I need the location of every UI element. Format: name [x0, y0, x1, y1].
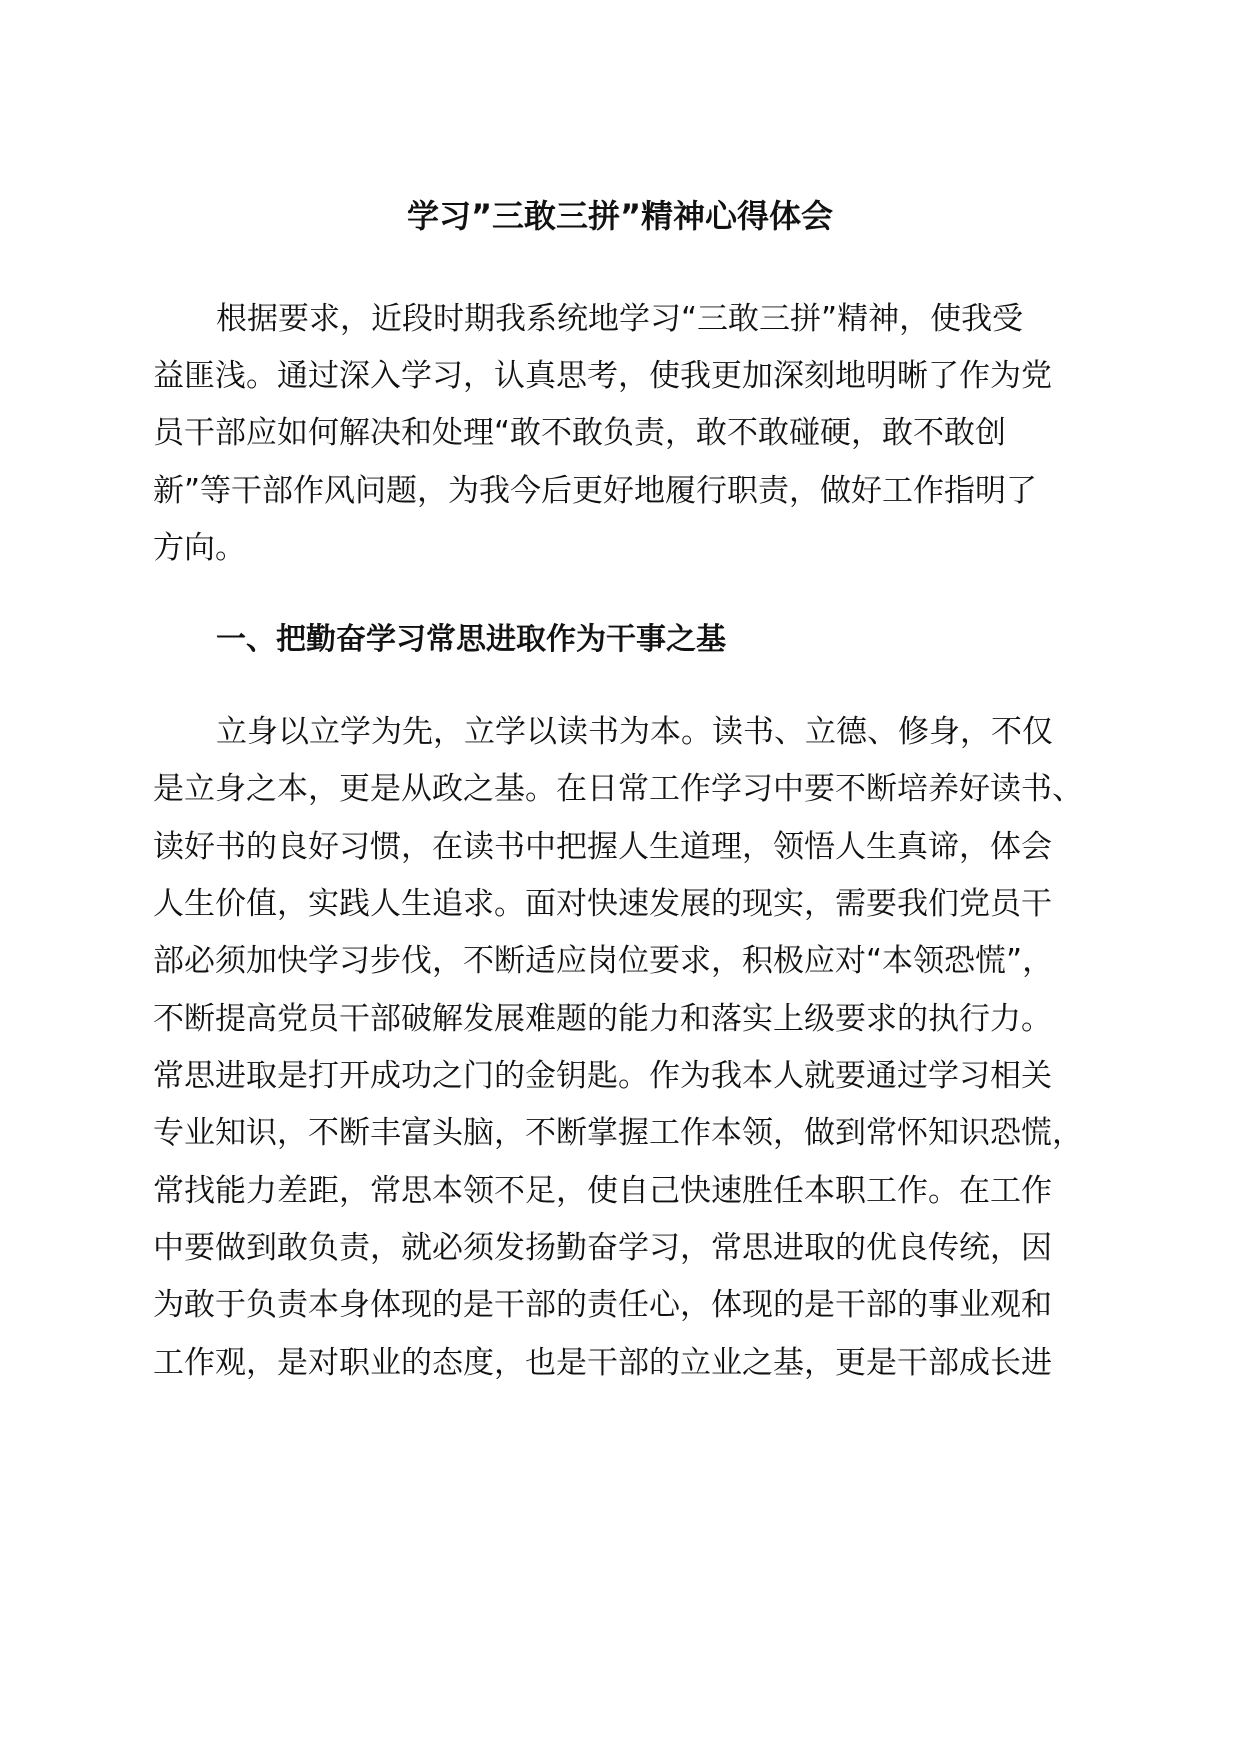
section1-line-8: 专业知识，不断丰富头脑，不断掌握工作本领，做到常怀知识恐慌，: [153, 1115, 1083, 1151]
section1-line-6: 不断提高党员干部破解发展难题的能力和落实上级要求的执行力。: [153, 1001, 1052, 1037]
section1-line-1: 立身以立学为先，立学以读书为本。读书、立德、修身，不仅: [216, 714, 1053, 750]
section1-line-5: 部必须加快学习步伐，不断适应岗位要求，积极应对“本领恐慌”，: [153, 943, 1054, 979]
section1-line-10: 中要做到敢负责，就必须发扬勤奋学习，常思进取的优良传统，因: [153, 1230, 1052, 1266]
section1-line-2: 是立身之本，更是从政之基。在日常工作学习中要不断培养好读书、: [153, 771, 1083, 807]
intro-line-1: 根据要求，近段时期我系统地学习“三敢三拼”精神，使我受: [216, 301, 1024, 337]
intro-line-2: 益匪浅。通过深入学习，认真思考，使我更加深刻地明晰了作为党: [153, 358, 1052, 394]
section1-line-7: 常思进取是打开成功之门的金钥匙。作为我本人就要通过学习相关: [153, 1058, 1052, 1094]
document-title: 学习”三敢三拼”精神心得体会: [406, 197, 834, 235]
intro-line-5: 方向。: [153, 530, 246, 566]
section1-line-9: 常找能力差距，常思本领不足，使自己快速胜任本职工作。在工作: [153, 1173, 1052, 1209]
intro-line-3: 员干部应如何解决和处理“敢不敢负责，敢不敢碰硬，敢不敢创: [153, 415, 1007, 451]
section1-line-4: 人生价值，实践人生追求。面对快速发展的现实，需要我们党员干: [153, 886, 1052, 922]
section1-heading: 一、把勤奋学习常思进取作为干事之基: [216, 622, 726, 657]
section1-line-3: 读好书的良好习惯，在读书中把握人生道理，领悟人生真谛，体会: [153, 829, 1052, 865]
section1-line-11: 为敢于负责本身体现的是干部的责任心，体现的是干部的事业观和: [153, 1287, 1052, 1323]
intro-line-4: 新”等干部作风问题，为我今后更好地履行职责，做好工作指明了: [153, 473, 1038, 509]
section1-line-12: 工作观，是对职业的态度，也是干部的立业之基，更是干部成长进: [153, 1345, 1052, 1381]
